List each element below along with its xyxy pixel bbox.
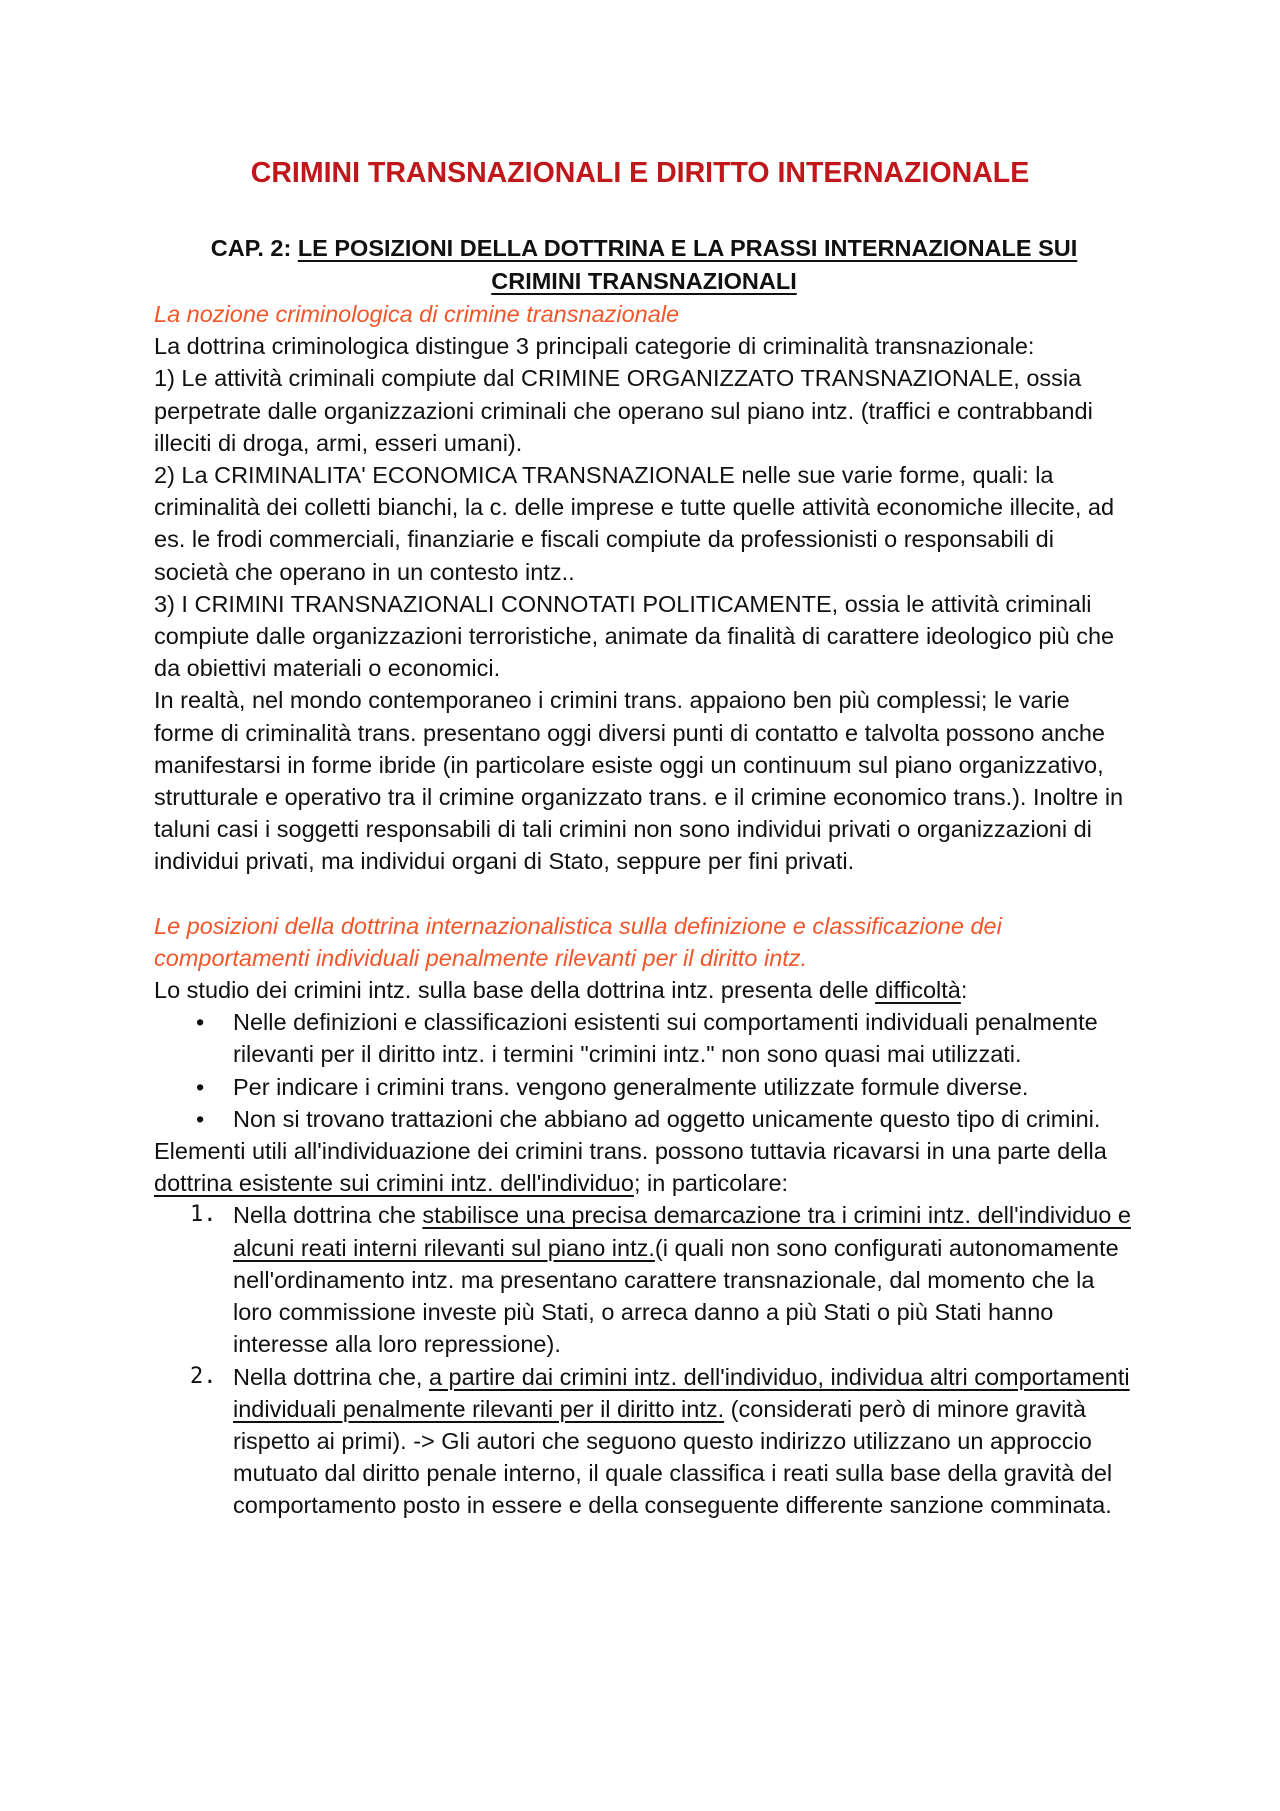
list-item-text: Per indicare i crimini trans. vengono generalmente utilizzate formule diverse.	[233, 1073, 1029, 1100]
bullet-icon: •	[196, 1009, 205, 1036]
category-2: 2) La CRIMINALITA' ECONOMICA TRANSNAZIONALE nelle sue varie forme, quali: la criminalità dei colletti bianchi, la c. delle imprese e tutte quelle attività economiche illecite, ad es. le frodi commerciali, finanziarie e fiscali compiute da professionisti o responsabili di società che operano in un contesto intz..	[154, 462, 1115, 585]
list-item	[154, 1071, 1134, 1103]
list-item	[154, 1006, 1134, 1070]
item-text: Nella dottrina che,	[233, 1363, 429, 1390]
item-text: Nella dottrina che	[233, 1202, 423, 1229]
difficulties-term: difficoltà	[875, 977, 961, 1004]
chapter-heading	[154, 232, 1134, 297]
bullet-icon: •	[196, 1105, 205, 1132]
document-body	[154, 298, 1134, 1522]
difficulties-list	[154, 1006, 1134, 1135]
intro-text: Lo studio dei crimini intz. sulla base della dottrina intz. presenta delle	[154, 977, 876, 1004]
numbered-item	[154, 1199, 1134, 1360]
section1-intro: La dottrina criminologica distingue 3 principali categorie di criminalità transnazionale:	[154, 333, 1035, 360]
item-text-end: (i quali non sono configurati autonomamente nell'ordinamento intz. ma presentano carattere transnazionale, dal momento che la loro commissione investe più Stati, o arreca danno a più Stati o più Stati hanno interesse alla loro repressione).	[233, 1234, 1119, 1358]
section-heading-doctrine: Le posizioni della dottrina internazionalistica sulla definizione e classificazione dei comportamenti individuali penalmente rilevanti per il diritto intz.	[154, 912, 1002, 971]
existing-doctrine-term: dottrina esistente sui crimini intz. dell'individuo	[154, 1170, 634, 1197]
elements-paragraph	[154, 1135, 1134, 1199]
paragraph-spacer	[154, 878, 1134, 910]
category-3: 3) I CRIMINI TRANSNAZIONALI CONNOTATI POLITICAMENTE, ossia le attività criminali compiute dalle organizzazioni terroristiche, animate da finalità di carattere ideologico più che da obiettivi materiali o economici.	[154, 590, 1115, 682]
item-text-end: (considerati però di minore gravità rispetto ai primi). -> Gli autori che seguono questo indirizzo utilizzano un approccio mutuato dal diritto penale interno, il quale classifica i reati sulla base della gravità del comportamento posto in essere e della conseguente differente sanzione comminata.	[233, 1395, 1113, 1519]
elements-text: Elementi utili all'individuazione dei crimini trans. possono tuttavia ricavarsi in una parte della	[154, 1138, 1107, 1165]
item-number: 2.	[190, 1363, 217, 1389]
chapter-prefix: CAP. 2:	[210, 235, 298, 261]
item-number: 1.	[190, 1202, 217, 1228]
intro-colon: :	[960, 977, 968, 1004]
list-item-text: Non si trovano trattazioni che abbiano ad oggetto unicamente questo tipo di crimini.	[233, 1105, 1101, 1132]
bullet-icon: •	[196, 1073, 205, 1100]
chapter-title-line1: LE POSIZIONI DELLA DOTTRINA E LA PRASSI INTERNAZIONALE SUI	[297, 235, 1078, 261]
section2-intro	[154, 974, 1134, 1006]
category-1: 1) Le attività criminali compiute dal CRIMINE ORGANIZZATO TRANSNAZIONALE, ossia perpetrate dalle organizzazioni criminali che operano sul piano intz. (traffici e contrabbandi illeciti di droga, armi, esseri umani).	[154, 365, 1093, 456]
item-underlined-text: stabilisce una precisa demarcazione tra i crimini intz. dell'individuo e alcuni reati interni rilevanti sul piano intz.	[233, 1202, 1131, 1261]
section-heading-criminological: La nozione criminologica di crimine transnazionale	[154, 301, 680, 327]
chapter-title-line2: CRIMINI TRANSNAZIONALI	[491, 267, 797, 294]
doctrine-numbered-list	[154, 1199, 1134, 1521]
elements-text-end: ; in particolare:	[633, 1170, 789, 1197]
document-title: CRIMINI TRANSNAZIONALI E DIRITTO INTERNAZIONALE	[250, 157, 1030, 189]
list-item	[154, 1103, 1134, 1135]
list-item-text: Nelle definizioni e classificazioni esistenti sui comportamenti individuali penalmente rilevanti per il diritto intz. i termini "crimini intz." non sono quasi mai utilizzati.	[233, 1009, 1098, 1068]
section1-closing: In realtà, nel mondo contemporaneo i crimini trans. appaiono ben più complessi; le varie forme di criminalità trans. presentano oggi diversi punti di contatto e talvolta possono anche manifestarsi in forme ibride (in particolare esiste oggi un continuum sul piano organizzativo, strutturale e operativo tra il crimine organizzato trans. e il crimine economico trans.). Inoltre in taluni casi i soggetti responsabili di tali crimini non sono individui privati o organizzazioni di individui privati, ma individui organi di Stato, seppure per fini privati.	[154, 687, 1124, 875]
numbered-item	[154, 1361, 1134, 1522]
item-underlined-text: a partire dai crimini intz. dell'individuo, individua altri comportamenti individuali penalmente rilevanti per il diritto intz.	[233, 1363, 1130, 1422]
